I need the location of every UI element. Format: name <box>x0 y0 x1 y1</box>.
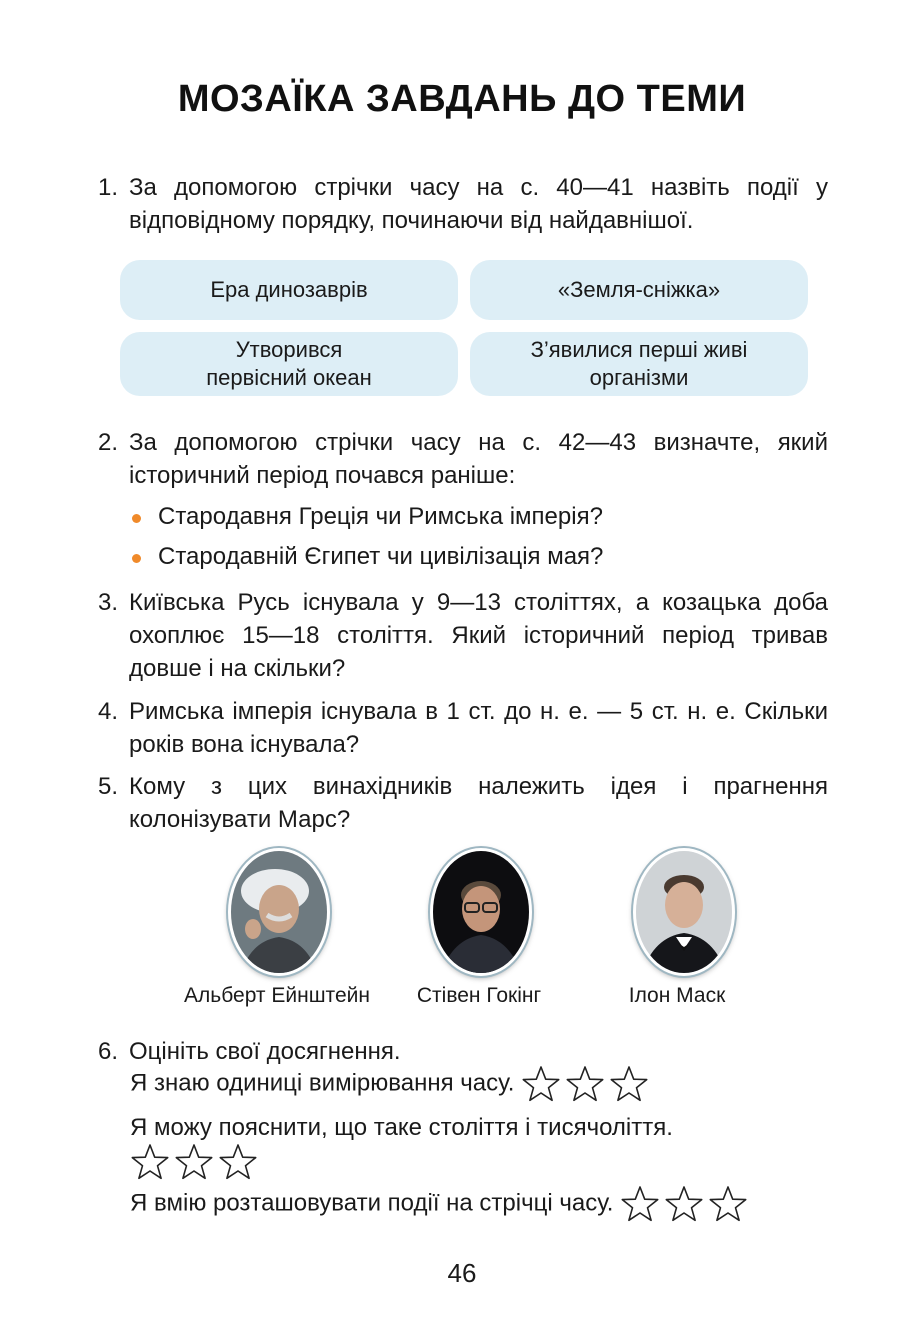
event-card <box>470 332 808 396</box>
task-number: 5. <box>98 773 119 800</box>
star-outline-icon[interactable] <box>609 1064 649 1104</box>
event-card-label: «Земля-сніжка» <box>557 277 721 302</box>
task-text: За допомогою стрічки часу на с. 42—43 визначте, який історичний період почався раніше: <box>129 429 828 489</box>
event-card <box>470 260 808 320</box>
self-assessment-row <box>130 1064 649 1104</box>
portrait-einstein <box>228 848 330 976</box>
self-assessment-text: Я вмію розташовувати події на стрічці часу. <box>130 1189 614 1217</box>
event-card <box>120 332 458 396</box>
page-title: МОЗАЇКА ЗАВДАНЬ ДО ТЕМИ <box>177 78 747 120</box>
star-outline-icon[interactable] <box>218 1142 258 1182</box>
portrait-image <box>433 851 529 973</box>
bullet-dot-icon <box>132 514 141 523</box>
task-number: 4. <box>98 698 119 725</box>
self-assessment-text: Я знаю одиниці вимірювання часу. <box>130 1069 515 1097</box>
star-outline-icon[interactable] <box>708 1184 748 1224</box>
self-assessment-row <box>130 1184 748 1224</box>
page-number: 46 <box>447 1258 477 1288</box>
task-number: 1. <box>98 174 119 201</box>
bullet-dot-icon <box>132 554 141 563</box>
star-outline-icon[interactable] <box>521 1064 561 1104</box>
star-outline-icon[interactable] <box>130 1142 170 1182</box>
portrait-musk <box>633 848 735 976</box>
event-card-label: Ера динозаврів <box>210 277 368 302</box>
star-outline-icon[interactable] <box>664 1184 704 1224</box>
event-card-label: З’явилися перші живі організми <box>530 337 748 390</box>
task-number: 6. <box>98 1038 119 1065</box>
event-cards <box>120 260 810 396</box>
inventor-name: Ілон Маск <box>628 984 726 1007</box>
star-rating[interactable] <box>130 1142 258 1182</box>
task-1 <box>98 171 828 237</box>
task-text: Київська Русь існувала у 9—13 століттях, а козацька доба охоплює 15—18 століття. Який історичний період тривав довше і на скільки? <box>129 589 828 682</box>
task-text: Кому з цих винахідників належить ідея і прагнення колонізувати Марс? <box>129 773 828 833</box>
star-rating[interactable] <box>521 1064 649 1104</box>
task-text: Оцініть свої досягнення. <box>129 1038 401 1065</box>
portrait-image <box>231 851 327 973</box>
self-assessment-text: Я можу пояснити, що таке століття і тисячоліття. <box>130 1114 673 1141</box>
bullet-item <box>130 503 603 531</box>
star-outline-icon[interactable] <box>565 1064 605 1104</box>
inventor-name: Альберт Ейнштейн <box>184 984 370 1007</box>
event-card <box>120 260 458 320</box>
star-outline-icon[interactable] <box>620 1184 660 1224</box>
task-5 <box>98 770 828 836</box>
event-card-label: Утворився первісний океан <box>206 337 372 390</box>
portrait-image <box>636 851 732 973</box>
task-2 <box>98 426 828 492</box>
task-text: Римська імперія існувала в 1 ст. до н. е. — 5 ст. н. е. Скільки років вона існувала? <box>129 698 828 758</box>
self-assessment-stars-row <box>130 1142 258 1182</box>
self-assessment-row <box>130 1114 673 1142</box>
star-rating[interactable] <box>620 1184 748 1224</box>
bullet-item <box>130 543 603 571</box>
task-4 <box>98 695 828 761</box>
bullet-text: Стародавній Єгипет чи цивілізація мая? <box>158 543 604 570</box>
task-text: За допомогою стрічки часу на с. 40—41 назвіть події у відповідному порядку, починаючи від найдавнішої. <box>129 174 828 234</box>
task-number: 3. <box>98 589 119 616</box>
task-3 <box>98 586 828 685</box>
bullet-text: Стародавня Греція чи Римська імперія? <box>158 503 603 530</box>
task-number: 2. <box>98 429 119 456</box>
portrait-hawking <box>430 848 532 976</box>
inventor-name: Стівен Гокінг <box>416 984 542 1007</box>
star-outline-icon[interactable] <box>174 1142 214 1182</box>
